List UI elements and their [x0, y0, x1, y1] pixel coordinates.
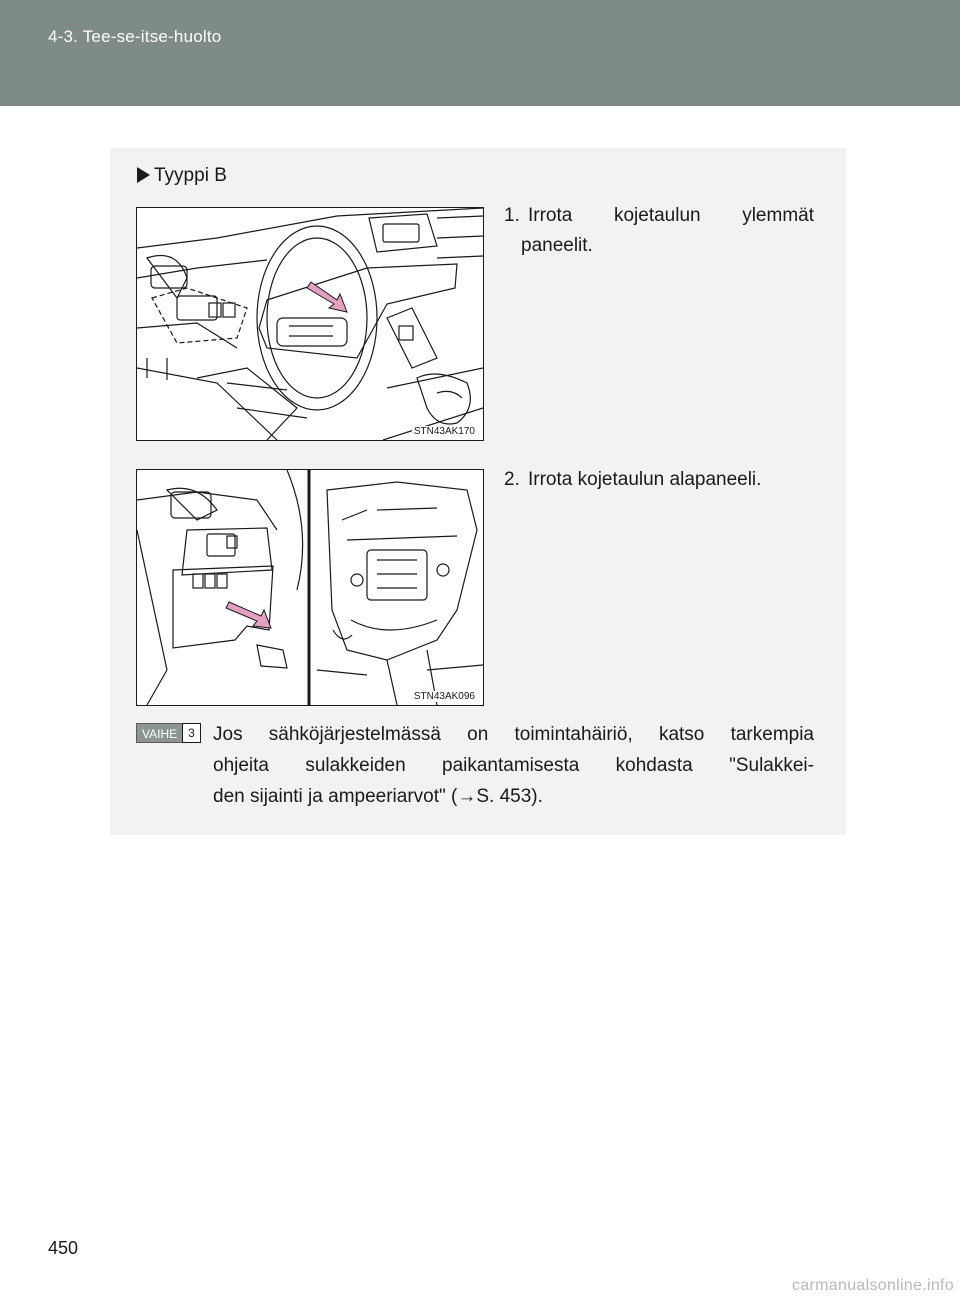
- step-word: Irrota: [528, 205, 573, 226]
- figure-lower-panel: [136, 469, 484, 706]
- note-line-1: [213, 719, 814, 750]
- step-1: [504, 201, 814, 261]
- step-number: 2.: [504, 469, 520, 490]
- note-word: sulakkeiden: [305, 755, 406, 776]
- note-word: paikantamisesta: [442, 755, 580, 776]
- note-word: Jos: [213, 724, 243, 745]
- page-header: [0, 0, 960, 106]
- step-word: ylemmät: [742, 205, 814, 226]
- section-title: 4-3. Tee-se-itse-huolto: [48, 27, 222, 46]
- type-label: Tyyppi B: [154, 165, 227, 186]
- triangle-bullet-icon: [137, 167, 150, 183]
- vaihe-tag: VAIHE: [136, 723, 182, 743]
- step-number: 1.: [504, 205, 520, 226]
- figure-code: STN43AK096: [413, 691, 475, 702]
- note-word: tarkempia: [730, 724, 814, 745]
- vaihe-number: 3: [182, 723, 201, 743]
- note-word: katso: [658, 724, 705, 745]
- note-text: den sijainti ja ampeeriarvot" (: [213, 786, 458, 807]
- dashboard-lower-illustration: [137, 470, 483, 705]
- arrow-right-icon: →: [457, 786, 477, 807]
- page-number: 450: [48, 1238, 79, 1258]
- page-reference-link[interactable]: S. 453).: [476, 786, 543, 807]
- note-word: on: [467, 724, 489, 745]
- step-3-note: [213, 719, 814, 812]
- note-word: toimintahäiriö,: [514, 724, 633, 745]
- type-heading: [137, 165, 227, 187]
- step-text: Irrota kojetaulun alapaneeli.: [528, 469, 762, 490]
- vaihe-badge: [136, 723, 201, 743]
- dashboard-upper-illustration: [137, 208, 483, 440]
- note-word: ohjeita: [213, 755, 269, 776]
- figure-upper-panels: [136, 207, 484, 441]
- step-1-line-1: [504, 201, 814, 231]
- note-word: kohdasta: [615, 755, 693, 776]
- watermark: carmanualsonline.info: [792, 1277, 954, 1294]
- note-line-2: [213, 750, 814, 781]
- figure-code: STN43AK170: [413, 426, 475, 437]
- note-line-3: [213, 781, 814, 812]
- step-2: [504, 465, 814, 495]
- step-1-line-2: paneelit.: [521, 235, 593, 256]
- note-word: "Sulakkei-: [729, 755, 814, 776]
- step-word: kojetaulun: [613, 205, 701, 226]
- note-word: sähköjärjestelmässä: [268, 724, 441, 745]
